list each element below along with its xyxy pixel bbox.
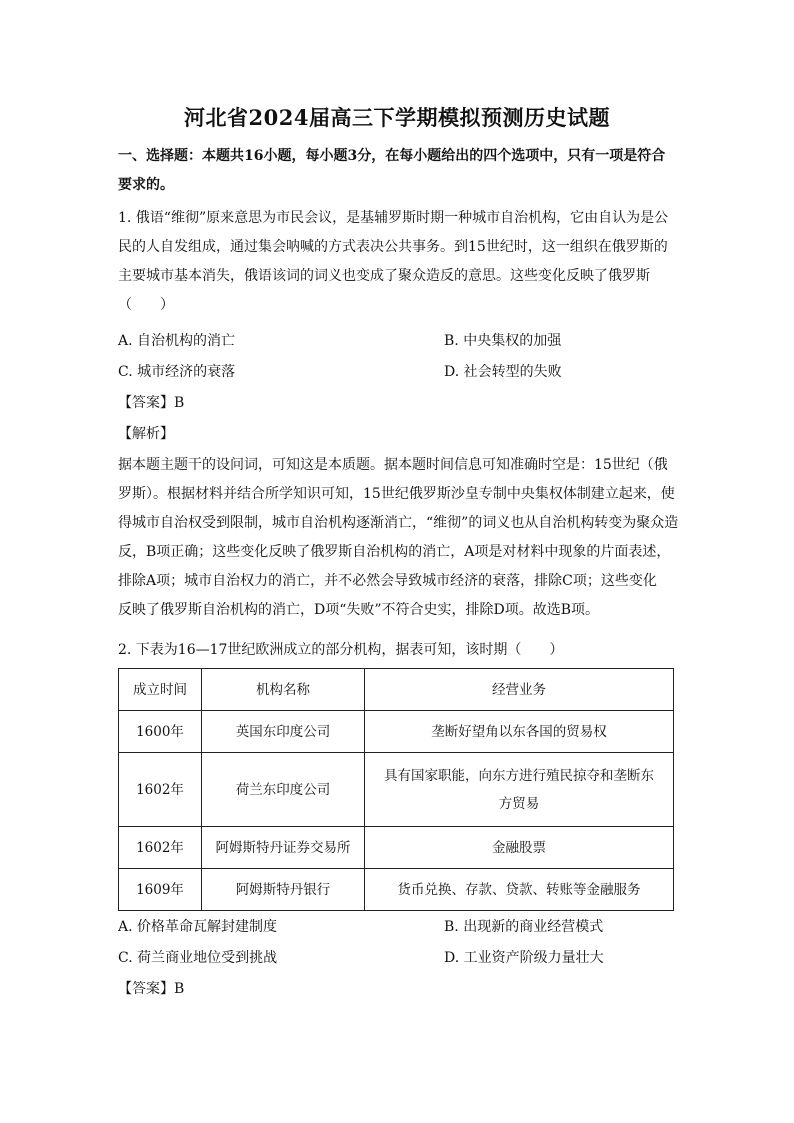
q1-stem-line: 1. 俄语“维彻”原来意思为市民会议，是基辅罗斯时期一种城市自治机构，它由自认为是公 bbox=[118, 210, 669, 226]
q1-analysis-line: 得城市自治权受到限制，城市自治机构逐渐消亡，“维彻”的词义也从自治机构转变为聚众造 bbox=[118, 515, 679, 531]
table-row bbox=[119, 827, 674, 869]
table-cell-line: 具有国家职能，向东方进行殖民掠夺和垄断东 bbox=[384, 767, 654, 784]
q1-analysis-line: 罗斯）。根据材料并结合所学知识可知，15世纪俄罗斯沙皇专制中央集权体制建立起来，使 bbox=[118, 486, 675, 502]
table-cell: 阿姆斯特丹证券交易所 bbox=[202, 827, 365, 869]
section-heading-line1: 一、选择题：本题共16小题，每小题3分，在每小题给出的四个选项中，只有一项是符合 bbox=[118, 148, 666, 164]
q1-stem-line: 民的人自发组成，通过集会呐喊的方式表决公共事务。到15世纪时，这一组织在俄罗斯的 bbox=[118, 239, 668, 255]
q2-answer: 【答案】B bbox=[118, 981, 185, 997]
table-row bbox=[119, 753, 674, 827]
table-header-cell: 经营业务 bbox=[365, 669, 674, 711]
q2-option-d: D. 工业资产阶级力量壮大 bbox=[444, 950, 604, 966]
table-cell: 货币兑换、存款、贷款、转账等金融服务 bbox=[365, 869, 674, 911]
q2-stem: 2. 下表为16—17世纪欧洲成立的部分机构，据表可知，该时期（ ） bbox=[118, 642, 564, 658]
q1-analysis-line: 反映了俄罗斯自治机构的消亡，D项“失败”不符合史实，排除D项。故选B项。 bbox=[118, 602, 600, 618]
section-heading-line2: 要求的。 bbox=[118, 177, 174, 193]
table-row bbox=[119, 711, 674, 753]
table-header-cell: 成立时间 bbox=[119, 669, 202, 711]
table-cell: 金融股票 bbox=[365, 827, 674, 869]
table-cell: 荷兰东印度公司 bbox=[202, 753, 365, 827]
table-row bbox=[119, 869, 674, 911]
q2-option-b: B. 出现新的商业经营模式 bbox=[444, 919, 604, 935]
q1-stem-line: 主要城市基本消失，俄语该词的词义也变成了聚众造反的意思。这些变化反映了俄罗斯 bbox=[118, 268, 650, 284]
table-cell: 1602年 bbox=[119, 753, 202, 827]
q1-analysis-line: 反，B项正确；这些变化反映了俄罗斯自治机构的消亡，A项是对材料中现象的片面表述， bbox=[118, 544, 671, 560]
table-cell: 英国东印度公司 bbox=[202, 711, 365, 753]
institutions-table bbox=[118, 668, 674, 911]
table-header-cell: 机构名称 bbox=[202, 669, 365, 711]
q1-analysis-line: 据本题主题干的设问词，可知这是本质题。据本题时间信息可知准确时空是：15世纪（俄 bbox=[118, 457, 668, 473]
q1-analysis-label: 【解析】 bbox=[118, 426, 174, 442]
q1-answer: 【答案】B bbox=[118, 395, 185, 411]
q1-analysis-line: 排除A项；城市自治权力的消亡，并不必然会导致城市经济的衰落，排除C项；这些变化 bbox=[118, 573, 657, 589]
table-header-row bbox=[119, 669, 674, 711]
q1-option-c: C. 城市经济的衰落 bbox=[118, 364, 236, 380]
q1-option-a: A. 自治机构的消亡 bbox=[118, 333, 236, 349]
table-cell: 1609年 bbox=[119, 869, 202, 911]
q2-option-a: A. 价格革命瓦解封建制度 bbox=[118, 919, 278, 935]
table-cell: 阿姆斯特丹银行 bbox=[202, 869, 365, 911]
q1-option-b: B. 中央集权的加强 bbox=[444, 333, 562, 349]
table-cell-line: 方贸易 bbox=[498, 795, 540, 812]
q1-stem-line: （ ） bbox=[118, 297, 174, 313]
table-cell: 垄断好望角以东各国的贸易权 bbox=[365, 711, 674, 753]
table-cell: 1602年 bbox=[119, 827, 202, 869]
table-cell: 1600年 bbox=[119, 711, 202, 753]
q1-option-d: D. 社会转型的失败 bbox=[444, 364, 562, 380]
table-cell bbox=[365, 753, 674, 827]
page-title: 河北省2024届高三下学期模拟预测历史试题 bbox=[184, 105, 610, 130]
q2-option-c: C. 荷兰商业地位受到挑战 bbox=[118, 950, 278, 966]
